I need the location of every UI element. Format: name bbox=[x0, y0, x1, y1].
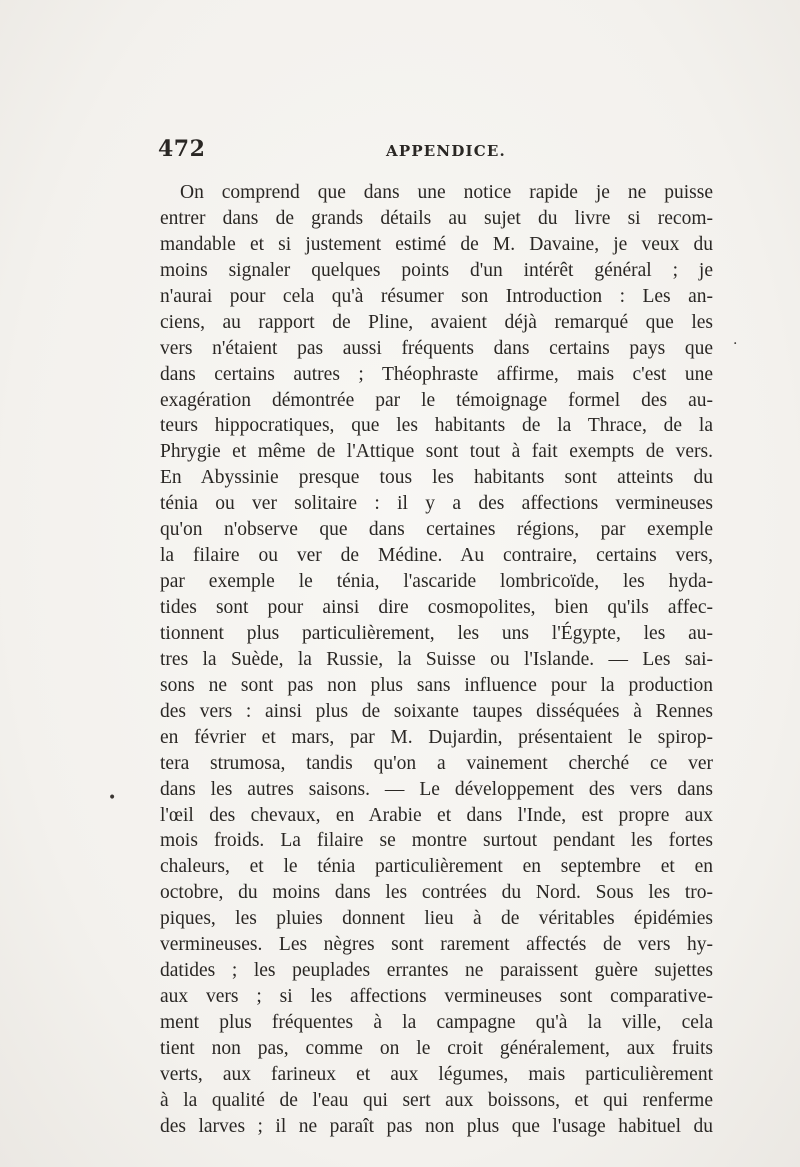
text-line: n'aurai pour cela qu'à résumer son Introduction : Les an- bbox=[160, 285, 713, 307]
text-line: des vers : ainsi plus de soixante taupes disséquées à Rennes bbox=[160, 700, 713, 722]
text-line: dans les autres saisons. — Le développement des vers dans bbox=[160, 778, 713, 800]
text-line: verts, aux farineux et aux légumes, mais particulièrement bbox=[160, 1063, 713, 1085]
text-line: vers n'étaient pas aussi fréquents dans certains pays que bbox=[160, 337, 713, 359]
text-line: tient non pas, comme on le croit généralement, aux fruits bbox=[160, 1037, 713, 1059]
text-line: par exemple le ténia, l'ascaride lombricoïde, les hyda- bbox=[160, 571, 713, 593]
text-line: datides ; les peuplades errantes ne paraissent guère sujettes bbox=[160, 960, 713, 982]
text-line: à la qualité de l'eau qui sert aux boissons, et qui renferme bbox=[160, 1089, 713, 1111]
text-line: tres la Suède, la Russie, la Suisse ou l'Islande. — Les sai- bbox=[160, 648, 713, 670]
page-header bbox=[158, 136, 712, 166]
text-line: sons ne sont pas non plus sans influence pour la production bbox=[160, 674, 713, 696]
margin-dot-icon: · bbox=[733, 336, 738, 352]
text-line: piques, les pluies donnent lieu à de véritables épidémies bbox=[160, 908, 713, 930]
text-line: tera strumosa, tandis qu'on a vainement cherché ce ver bbox=[160, 752, 713, 774]
text-line: vermineuses. Les nègres sont rarement affectés de vers hy- bbox=[160, 934, 713, 956]
text-line: En Abyssinie presque tous les habitants sont atteints du bbox=[160, 467, 713, 489]
text-line: teurs hippocratiques, que les habitants de la Thrace, de la bbox=[160, 415, 713, 437]
text-line: Phrygie et même de l'Attique sont tout à fait exempts de vers. bbox=[160, 441, 713, 463]
text-line: ténia ou ver solitaire : il y a des affections vermineuses bbox=[160, 493, 713, 515]
body-text bbox=[160, 180, 713, 1140]
text-line: ciens, au rapport de Pline, avaient déjà remarqué que les bbox=[160, 311, 713, 333]
text-line: octobre, du moins dans les contrées du Nord. Sous les tro- bbox=[160, 882, 713, 904]
text-line: tionnent plus particulièrement, les uns l'Égypte, les au- bbox=[160, 622, 713, 644]
text-line: chaleurs, et le ténia particulièrement en septembre et en bbox=[160, 856, 713, 878]
margin-dot-icon: • bbox=[108, 790, 117, 806]
text-line: l'œil des chevaux, en Arabie et dans l'Inde, est propre aux bbox=[160, 804, 713, 826]
text-line: tides sont pour ainsi dire cosmopolites, bien qu'ils affec- bbox=[160, 597, 713, 618]
text-line: en février et mars, par M. Dujardin, présentaient le spirop- bbox=[160, 726, 713, 748]
text-line: mois froids. La filaire se montre surtout pendant les fortes bbox=[160, 830, 713, 852]
text-line: exagération démontrée par le témoignage formel des au- bbox=[160, 389, 713, 411]
text-line: entrer dans de grands détails au sujet du livre si recom- bbox=[160, 207, 713, 229]
text-line: moins signaler quelques points d'un intérêt général ; je bbox=[160, 259, 713, 281]
text-line: dans certains autres ; Théophraste affirme, mais c'est une bbox=[160, 363, 713, 385]
text-line: On comprend que dans une notice rapide je ne puisse bbox=[180, 182, 713, 203]
text-line: qu'on n'observe que dans certaines régions, par exemple bbox=[160, 519, 713, 541]
page-number: 472 bbox=[158, 136, 206, 162]
text-line: aux vers ; si les affections vermineuses sont comparative- bbox=[160, 986, 713, 1008]
text-line: des larves ; il ne paraît pas non plus que l'usage habituel du bbox=[160, 1115, 713, 1137]
text-line: ment plus fréquentes à la campagne qu'à la ville, cela bbox=[160, 1012, 713, 1033]
text-line: la filaire ou ver de Médine. Au contraire, certains vers, bbox=[160, 545, 713, 567]
text-line: mandable et si justement estimé de M. Davaine, je veux du bbox=[160, 233, 713, 255]
running-head: APPENDICE. bbox=[386, 142, 506, 160]
